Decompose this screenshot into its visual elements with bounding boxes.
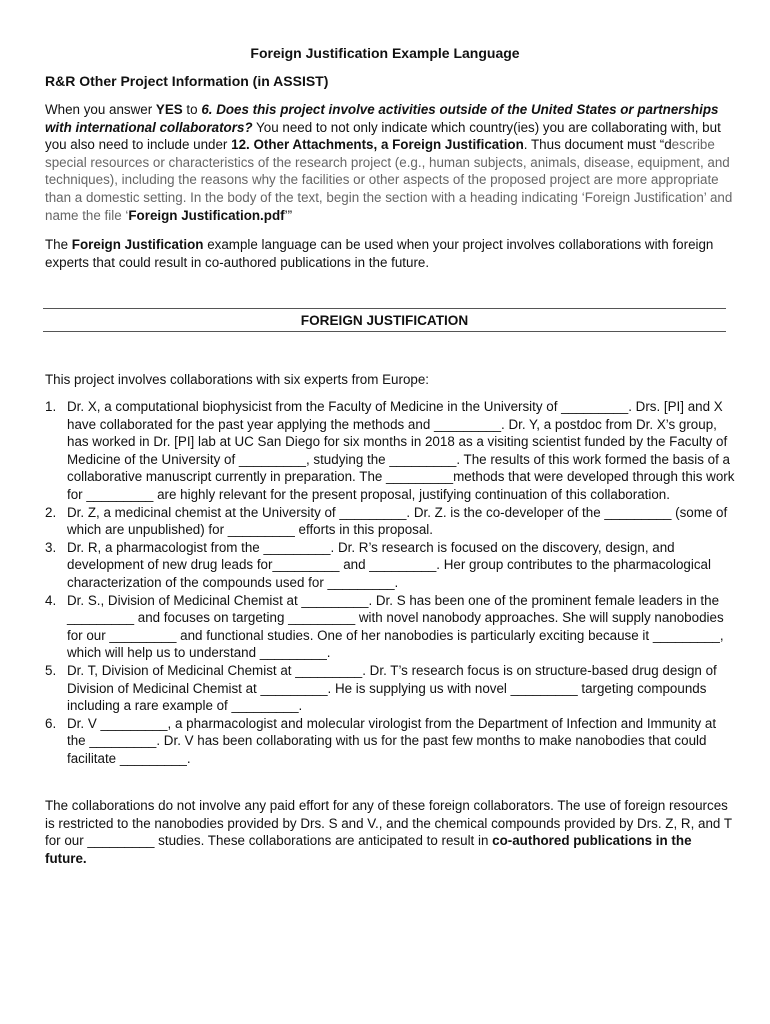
list-item: [45, 539, 735, 592]
list-item-text: Dr. S., Division of Medicinal Chemist at _________. Dr. S has been one of the prominent female leaders in the _________ and focuses on targeting _________ with novel nanobody approaches. She will supply nanobodies for our _________ and functional studies. One of her nanobodies is particularly exciting because it _________, which will help us to understand _________.: [67, 592, 724, 661]
top-divider: [43, 308, 726, 309]
intro-yes: YES: [155, 102, 183, 117]
list-item-text: Dr. T, Division of Medicinal Chemist at _________. Dr. T’s research focus is on structure-based drug design of Division of Medicinal Chemist at _________. He is supplying us with novel _________ targeting compounds including a rare example of _________.: [67, 662, 717, 714]
intro-quote: escribe special resources or characteristics of the research project (e.g., human subjects, animals, disease, equipment, and techniques), including the reasons why the facilities or other aspects of the proposed project are more appropriate than a domestic setting. In the body of the text, begin the section with a heading indicating ‘Foreign Justification’ and name the file ‘: [45, 137, 733, 223]
list-item-text: Dr. R, a pharmacologist from the _________. Dr. R’s research is focused on the discovery, design, and development of new drug leads for_________ and _________. Her group contributes to the pharmacological characterization of the compounds used for _________.: [67, 539, 711, 590]
list-item-number: 5.: [45, 662, 57, 678]
intro-text-2: to: [182, 102, 202, 117]
intro-text-4: . Thus document must “d: [523, 137, 672, 153]
list-item: [45, 592, 735, 662]
list-item-text: Dr. X, a computational biophysicist from the Faculty of Medicine in the University of _________. Drs. [PI] and X have collaborated for the past year applying the methods and _________. Dr. Y, a postdoc from Dr. X’s group, has worked in Dr. [PI] lab at UC San Diego for six months in 2018 as a visiting scientist funded by the Faculty of Medicine of the University of _________, studying the _________. The results of this work formed the basis of a collaborative manuscript currently in preparation. The _________methods that were developed through this work for _________ are highly relevant for the present proposal, justifying continuation of this collaboration.: [67, 399, 735, 502]
list-item-number: 2.: [45, 504, 57, 520]
list-item-text: Dr. Z, a medicinal chemist at the University of _________. Dr. Z. is the co-developer of the _________ (some of which are unpublished) for _________ efforts in this proposal.: [67, 504, 728, 538]
closing-text: The collaborations do not involve any paid effort for any of these foreign collaborators. The use of foreign resources is restricted to the nanobodies provided by Drs. S and V., and the chemical compounds provided by Drs. Z, R, and T for our _________ studies. These collaborations are anticipated to result in: [45, 798, 732, 849]
list-item-number: 4.: [45, 592, 57, 608]
list-item-number: 3.: [45, 539, 57, 555]
list-item: [45, 504, 735, 539]
closing-emphasis: co-authored publications in the future.: [45, 833, 692, 866]
list-item: [45, 662, 735, 715]
intro-paragraph: [45, 101, 735, 224]
list-item-text: Dr. V _________, a pharmacologist and molecular virologist from the Department of Infection and Immunity at the _________. Dr. V has been collaborating with us for the past few months to make nanobodies that could facilitate _________.: [67, 715, 717, 766]
closing-paragraph: [45, 797, 735, 867]
collaborator-list: [45, 398, 735, 767]
list-item: [45, 398, 735, 504]
intro-text-1: When you answer: [45, 102, 156, 117]
collaborators-intro: This project involves collaborations with six experts from Europe:: [45, 372, 430, 387]
usage-term: Foreign Justification: [71, 237, 204, 252]
list-item-number: 1.: [45, 399, 57, 414]
usage-text-1: The: [45, 237, 72, 252]
list-item-number: 6.: [45, 715, 57, 731]
document-subtitle: R&R Other Project Information (in ASSIST): [45, 73, 329, 89]
usage-text-2: example language can be used when your project involves collaborations with foreign experts that could result in co-authored publications in the future.: [45, 237, 714, 270]
intro-text-3: You need to not only indicate which country(ies) you are collaborating with, but you also need to include under: [45, 119, 721, 153]
intro-section: 12. Other Attachments, a Foreign Justification: [231, 137, 524, 153]
bottom-divider: [43, 331, 726, 332]
list-item: [45, 715, 735, 768]
intro-text-5: ’”: [284, 207, 293, 223]
intro-question: 6. Does this project involve activities outside of the United States or partnerships with international collaborators?: [45, 102, 719, 135]
usage-paragraph: [45, 236, 735, 271]
intro-filename: Foreign Justification.pdf: [128, 207, 285, 223]
section-heading: FOREIGN JUSTIFICATION: [300, 313, 469, 328]
document-title: Foreign Justification Example Language: [250, 45, 520, 61]
